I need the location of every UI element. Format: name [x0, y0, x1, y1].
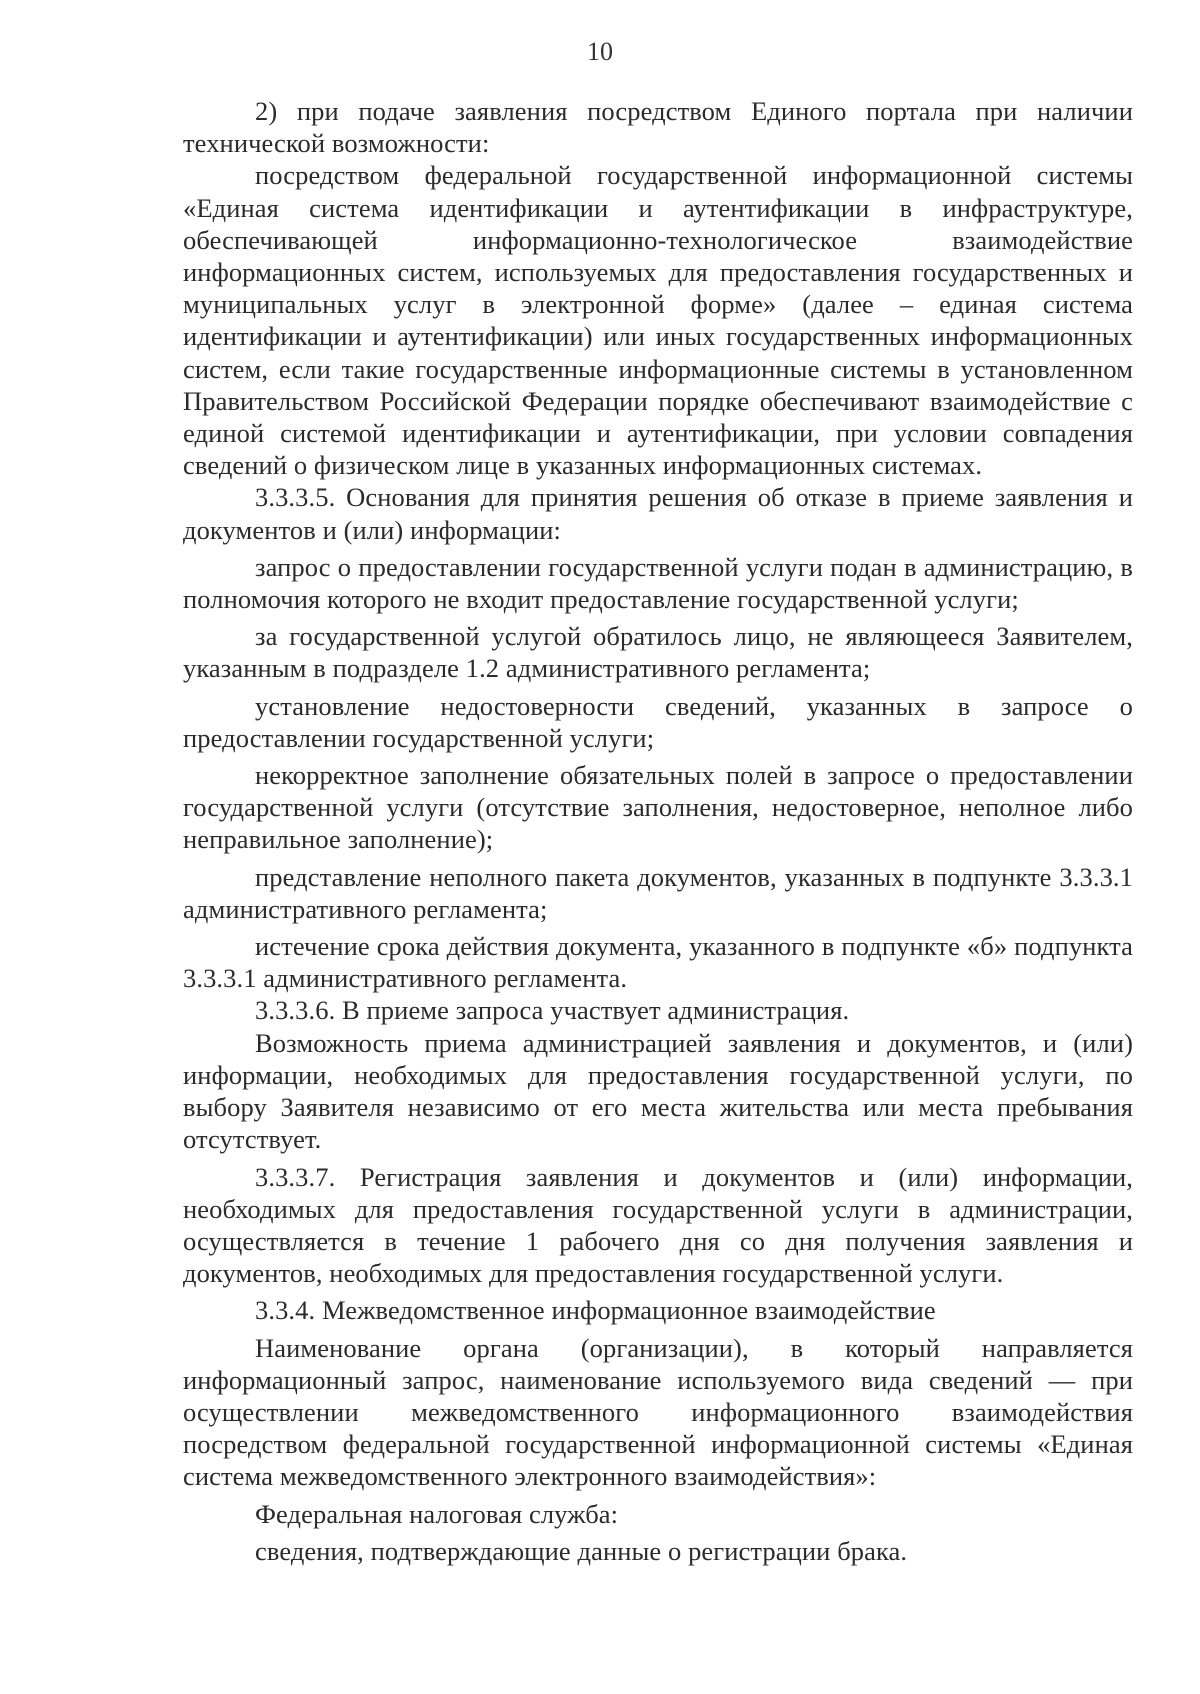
- paragraph-refusal-wrong-authority: запрос о предоставлении государственной услуги подан в администрацию, в полномочия которого не входит предоставление государственной услуги;: [183, 551, 1133, 615]
- document-body: [183, 95, 1133, 1567]
- paragraph-portal-submission: 2) при подаче заявления посредством Единого портала при наличии технической возможности:: [183, 96, 1133, 159]
- paragraph-3-3-3-6: 3.3.3.6. В приеме запроса участвует администрация.: [255, 995, 850, 1026]
- paragraph-3-3-3-7: 3.3.3.7. Регистрация заявления и документов и (или) информации, необходимых для предоставления государственной услуги в администрации, осуществляется в течение 1 рабочего дня со дня получения заявления и документов, необходимых для предоставления государственной услуги.: [183, 1161, 1133, 1289]
- paragraph-interagency-request: Наименование органа (организации), в который направляется информационный запрос, наименование используемого вида сведений — при осуществлении межведомственного информационного взаимодействия посредством федеральной государственной информационной системы «Единая система межведомственного электронного взаимодействия»:: [183, 1332, 1133, 1492]
- paragraph-refusal-not-applicant: за государственной услугой обратилось лицо, не являющееся Заявителем, указанным в подразделе 1.2 административного регламента;: [183, 621, 1133, 684]
- paragraph-extraterritorial: Возможность приема администрацией заявления и документов, и (или) информации, необходимых для предоставления государственной услуги, по выбору Заявителя независимо от его места жительства или места пребывания отсутствует.: [183, 1027, 1133, 1155]
- page-number: 10: [587, 37, 613, 66]
- paragraph-esia: посредством федеральной государственной информационной системы «Единая система идентификации и аутентификации в инфраструктуре, обеспечивающей информационно-технологическое взаимодействие информационных систем, используемых для предоставления государственных и муниципальных услуг в электронной форме» (далее – единая система идентификации и аутентификации) или иных государственных информационных систем, если такие государственные информационные системы в установленном Правительством Российской Федерации порядке обеспечивают взаимодействие с единой системой идентификации и аутентификации, при условии совпадения сведений о физическом лице в указанных информационных системах.: [183, 160, 1133, 481]
- paragraph-refusal-unreliable-data: установление недостоверности сведений, указанных в запросе о предоставлении государственной услуги;: [183, 690, 1133, 753]
- paragraph-3-3-3-5-heading: 3.3.3.5. Основания для принятия решения об отказе в приеме заявления и документов и (или) информации:: [183, 482, 1133, 545]
- paragraph-marriage-data: сведения, подтверждающие данные о регистрации брака.: [255, 1535, 908, 1566]
- paragraph-refusal-incomplete-package: представление неполного пакета документов, указанных в подпункте 3.3.3.1 административного регламента;: [183, 861, 1133, 924]
- paragraph-tax-service: Федеральная налоговая служба:: [255, 1498, 619, 1529]
- paragraph-refusal-incorrect-fields: некорректное заполнение обязательных полей в запросе о предоставлении государственной услуги (отсутствие заполнения, недостоверное, неполное либо неправильное заполнение);: [183, 760, 1133, 855]
- paragraph-3-3-4-heading: 3.3.4. Межведомственное информационное взаимодействие: [255, 1295, 936, 1326]
- paragraph-refusal-expired-document: истечение срока действия документа, указанного в подпункте «б» подпункта 3.3.3.1 административного регламента.: [183, 931, 1133, 994]
